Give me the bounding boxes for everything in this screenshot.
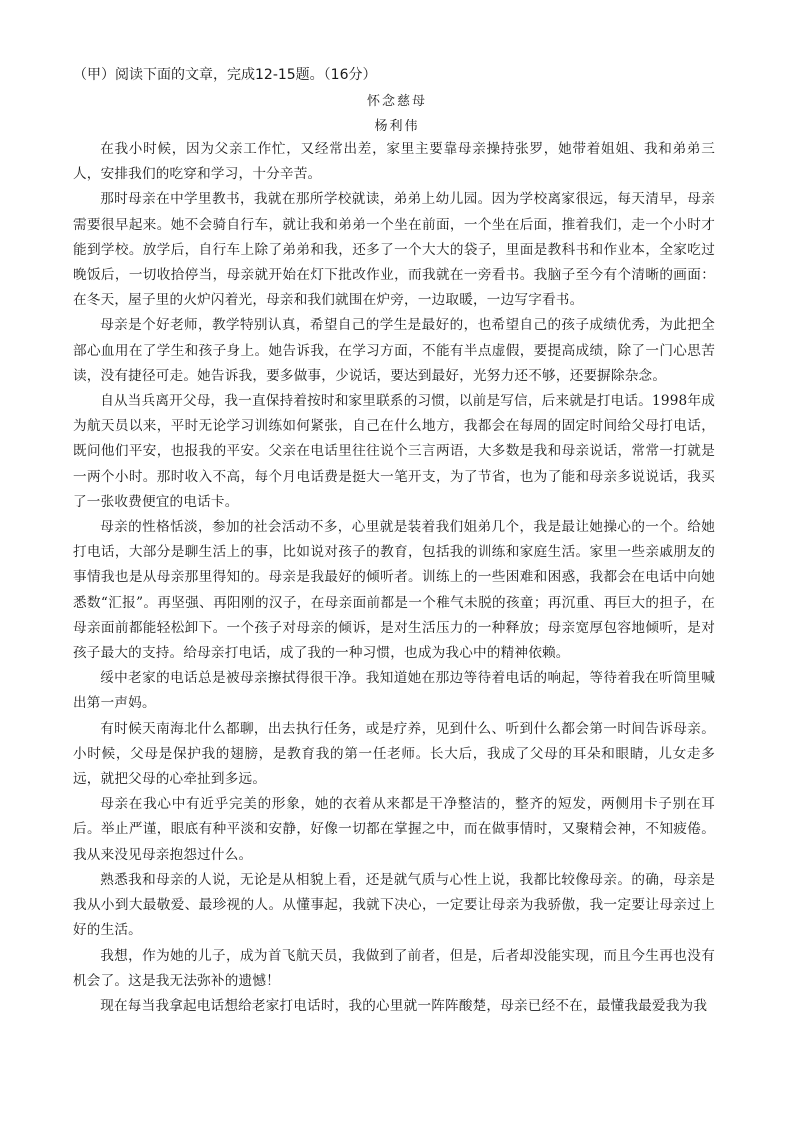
article-title: 怀念慈母 [366,94,427,109]
article-author: 杨利伟 [374,119,420,134]
paragraph: 母亲在我心中有近乎完美的形象，她的衣着从来都是干净整洁的，整齐的短发，两侧用卡子别在耳后。举止严谨，眼底有种平淡和安静，好像一切都在掌握之中，而在做事情时，又聚精会神，不知疲倦。我从来没见母亲抱怨过什么。 [73,796,715,863]
paragraph: 那时母亲在中学里教书，我就在那所学校就读，弟弟上幼儿园。因为学校离家很远，每天清早，母亲需要很早起来。她不会骑自行车，就让我和弟弟一个坐在前面，一个坐在后面，推着我们，走一个小时才能到学校。放学后，自行车上除了弟弟和我，还多了一个大大的袋子，里面是教科书和作业本，全家吃过晚饭后，一切收拾停当，母亲就开始在灯下批改作业，而我就在一旁看书。我脑子至今有个清晰的画面：在冬天，屋子里的火炉闪着光，母亲和我们就围在炉旁，一边取暖，一边写字看书。 [73,191,715,309]
paragraph: 在我小时候，因为父亲工作忙，又经常出差，家里主要靠母亲操持张罗，她带着姐姐、我和弟弟三人，安排我们的吃穿和学习，十分辛苦。 [73,141,715,183]
article-body [73,137,715,1019]
paragraph: 自从当兵离开父母，我一直保持着按时和家里联系的习惯，以前是写信，后来就是打电话。1998年成为航天员以来，平时无论学习训练如何紧张，自己在什么地方，我都会在每周的固定时间给父母打电话，既问他们平安，也报我的平安。父亲在电话里往往说个三言两语，大多数是我和母亲说话，常常一打就是一两个小时。那时收入不高，每个月电话费是挺大一笔开支，为了节省，也为了能和母亲多说说话，我买了一张收费便宜的电话卡。 [73,393,715,510]
paragraph: 母亲的性格恬淡，参加的社会活动不多，心里就是装着我们姐弟几个，我是最让她操心的一个。给她打电话，大部分是聊生活上的事，比如说对孩子的教育，包括我的训练和家庭生活。家里一些亲戚朋友的事情我也是从母亲那里得知的。母亲是我最好的倾听者。训练上的一些困难和困惑，我都会在电话中向她悉数“汇报”。再坚强、再阳刚的汉子，在母亲面前都是一个稚气未脱的孩童；再沉重、再巨大的担子，在母亲面前都能轻松卸下。一个孩子对母亲的倾诉，是对生活压力的一种释放；母亲宽厚包容地倾听，是对孩子最大的支持。给母亲打电话，成了我的一种习惯，也成为我心中的精神依赖。 [73,519,715,662]
paragraph: 现在每当我拿起电话想给老家打电话时，我的心里就一阵阵酸楚，母亲已经不在，最懂我最爱我为我 [100,997,708,1014]
paragraph: 有时候天南海北什么都聊，出去执行任务，或是疗养，见到什么、听到什么都会第一时间告诉母亲。小时候，父母是保护我的翅膀，是教育我的第一任老师。长大后，我成了父母的耳朵和眼睛，儿女走多远，就把父母的心牵扯到多远。 [73,720,715,788]
paragraph: 熟悉我和母亲的人说，无论是从相貌上看，还是就气质与心性上说，我都比较像母亲。的确，母亲是我从小到大最敬爱、最珍视的人。从懂事起，我就下决心，一定要让母亲为我骄傲，我一定要让母亲过上好的生活。 [73,871,715,939]
paragraph: 我想，作为她的儿子，成为首飞航天员，我做到了前者，但是，后者却没能实现，而且今生再也没有机会了。这是我无法弥补的遗憾！ [73,947,715,989]
question-header: （甲）阅读下面的文章，完成12-15题。（16分） [73,67,377,83]
paragraph: 母亲是个好老师，教学特别认真，希望自己的学生是最好的，也希望自己的孩子成绩优秀，为此把全部心血用在了学生和孩子身上。她告诉我，在学习方面，不能有半点虚假，要提高成绩，除了一门心思苦读，没有捷径可走。她告诉我，要多做事，少说话，要达到最好，光努力还不够，还要摒除杂念。 [73,317,715,384]
paragraph: 绥中老家的电话总是被母亲擦拭得很干净。我知道她在那边等待着电话的响起，等待着我在听筒里喊出第一声妈。 [73,670,715,712]
